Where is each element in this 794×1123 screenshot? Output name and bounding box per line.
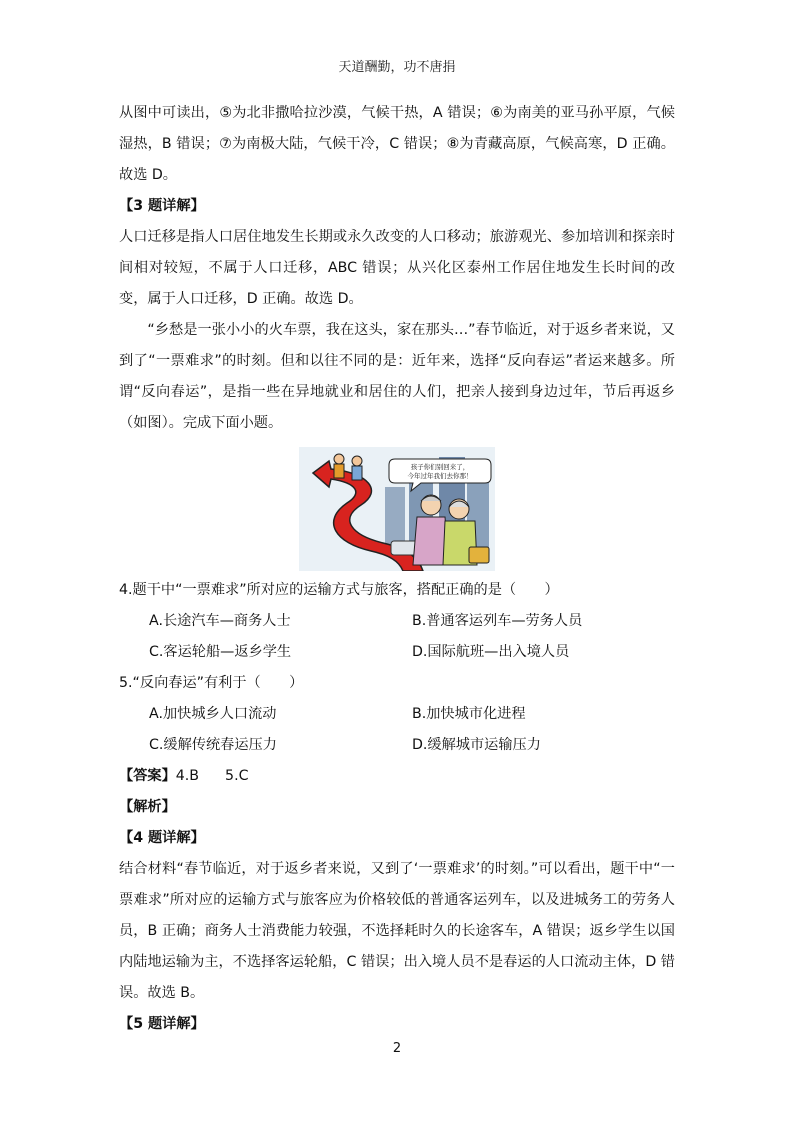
q5-option-a: A.加快城乡人口流动 bbox=[149, 706, 277, 722]
q5-option-c: C.缓解传统春运压力 bbox=[149, 737, 277, 753]
reverse-spring-travel-cartoon bbox=[299, 447, 495, 571]
q4-options-row-2 bbox=[119, 637, 675, 668]
page-header: 天道酬勤，功不唐捐 bbox=[338, 60, 456, 75]
q5-option-d: D.缓解城市运输压力 bbox=[412, 737, 541, 753]
q5-option-b: B.加快城市化进程 bbox=[412, 706, 526, 722]
paragraph-q2-explanation: 从图中可读出，⑤为北非撒哈拉沙漠，气候干热，A 错误；⑥为南美的亚马孙平原，气候湿热，B 错误；⑦为南极大陆，气候干冷，C 错误；⑧为青藏高原，气候高寒，D 正确。故选 D。 bbox=[119, 105, 675, 183]
q5-stem: 5.“反向春运”有利于（ ） bbox=[119, 675, 304, 691]
q3-heading: 【3 题详解】 bbox=[119, 198, 205, 214]
answer-q4: 4.B bbox=[175, 768, 200, 784]
q4-option-b: B.普通客运列车—劳务人员 bbox=[412, 613, 583, 629]
paragraph-material: “乡愁是一张小小的火车票，我在这头，家在那头…”春节临近，对于返乡者来说，又到了“一票难求”的时刻。但和以往不同的是：近年来，选择“反向春运”者运来越多。所谓“反向春运”，是指一些在异地就业和居住的人们，把亲人接到身边过年，节后再返乡（如图）。完成下面小题。 bbox=[119, 322, 675, 431]
q5-options-row-2 bbox=[119, 730, 675, 761]
q4-heading: 【4 题详解】 bbox=[119, 830, 205, 846]
answer-label: 【答案】 bbox=[119, 768, 176, 784]
q5-options-row-1 bbox=[119, 699, 675, 730]
paragraph-q3-explanation: 人口迁移是指人口居住地发生长期或永久改变的人口移动；旅游观光、参加培训和探亲时间相对较短，不属于人口迁移，ABC 错误；从兴化区泰州工作居住地发生长时间的改变，属于人口迁移，D 正确。故选 D。 bbox=[119, 229, 675, 307]
analysis-label: 【解析】 bbox=[119, 799, 176, 815]
q4-option-d: D.国际航班—出入境人员 bbox=[412, 644, 570, 660]
q4-options-row-1 bbox=[119, 606, 675, 637]
q4-option-c: C.客运轮船—返乡学生 bbox=[149, 644, 292, 660]
bubble-line-1: 孩子你们别回来了， bbox=[410, 463, 470, 471]
page-number: 2 bbox=[392, 1041, 402, 1056]
q4-stem: 4.题干中“一票难求”所对应的运输方式与旅客，搭配正确的是（ ） bbox=[119, 582, 559, 598]
answer-q5: 5.C bbox=[225, 768, 249, 784]
q4-option-a: A.长途汽车—商务人士 bbox=[149, 613, 291, 629]
paragraph-q4-explanation: 结合材料“春节临近，对于返乡者来说，又到了‘一票难求’的时刻。”可以看出，题干中“一票难求”所对应的运输方式与旅客应为价格较低的普通客运列车，以及进城务工的劳务人员，B 正确；商务人士消费能力较强，不选择耗时久的长途客车，A 错误；返乡学生以国内陆地运输为主，不选择客运轮船，C 错误；出入境人员不是春运的人口流动主体，D 错误。故选 B。 bbox=[119, 861, 675, 1001]
answer-line bbox=[119, 761, 675, 792]
q5-heading: 【5 题详解】 bbox=[119, 1016, 205, 1032]
document-body bbox=[119, 98, 675, 1040]
bubble-line-2: 今年过年我们去你那！ bbox=[407, 472, 473, 480]
